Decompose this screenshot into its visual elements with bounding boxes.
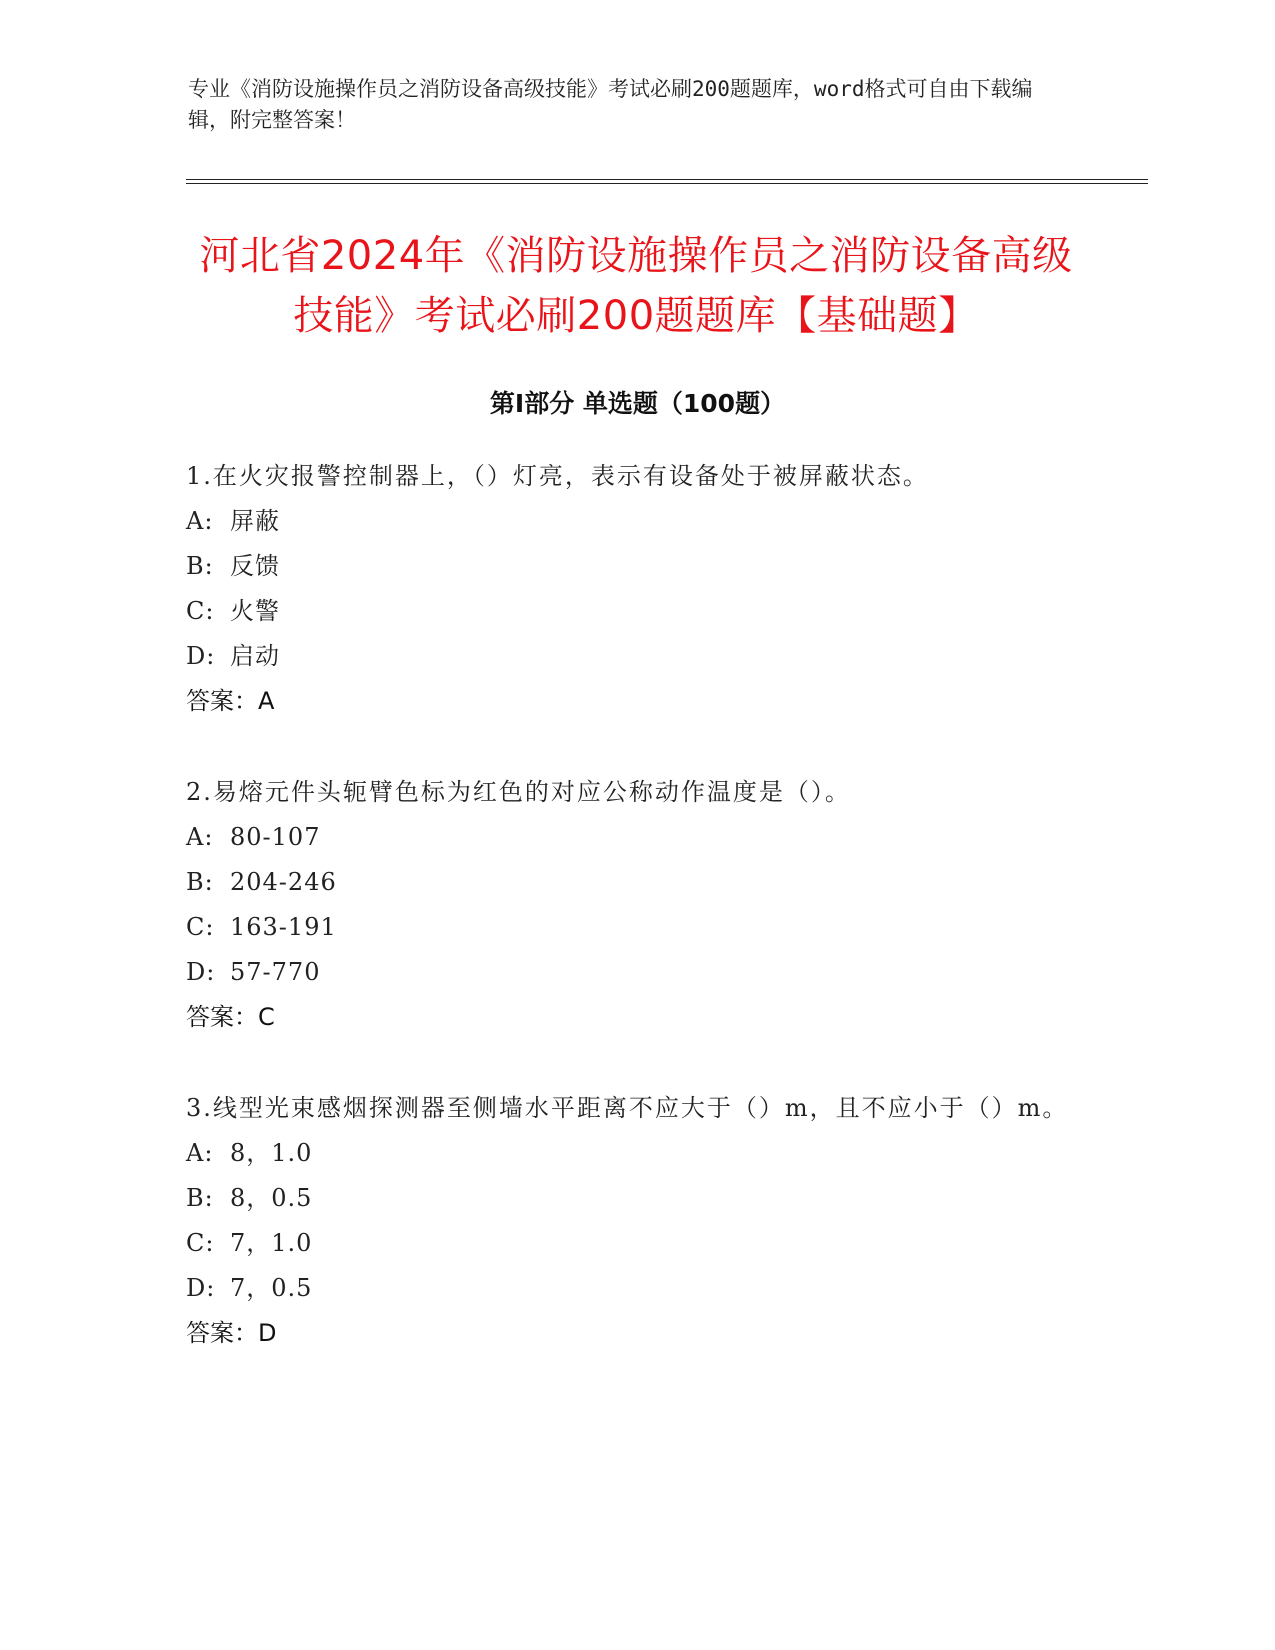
answer-line: 答案：A	[186, 687, 275, 715]
option-key: D:	[186, 642, 216, 670]
answer-line: 答案：D	[186, 1319, 277, 1347]
document-title: 河北省2024年《消防设施操作员之消防设备高级技能》考试必刷200题题库【基础题】	[199, 233, 1073, 339]
option-b	[186, 860, 1086, 905]
option-d	[186, 950, 1086, 995]
option-c	[186, 1221, 1086, 1266]
option-key: A:	[186, 1139, 214, 1167]
option-text: 80-107	[230, 823, 321, 851]
option-key: B:	[186, 1184, 214, 1212]
option-key: A:	[186, 823, 214, 851]
option-text: 火警	[230, 597, 280, 625]
option-text: 启动	[230, 642, 280, 670]
question-1	[186, 454, 1086, 724]
question-3	[186, 1086, 1086, 1356]
option-d	[186, 1266, 1086, 1311]
option-a	[186, 499, 1086, 544]
answer-line: 答案：C	[186, 1003, 275, 1031]
option-text: 8，0.5	[230, 1184, 313, 1212]
option-key: A:	[186, 507, 214, 535]
option-d	[186, 634, 1086, 679]
option-c	[186, 589, 1086, 634]
option-c	[186, 905, 1086, 950]
option-key: B:	[186, 868, 214, 896]
question-stem: 3.线型光束感烟探测器至侧墙水平距离不应大于（）m，且不应小于（）m。	[186, 1094, 1069, 1122]
section-heading: 第I部分 单选题（100题）	[489, 389, 786, 418]
option-text: 163-191	[230, 913, 337, 941]
option-key: B:	[186, 552, 214, 580]
question-stem: 2.易熔元件头轭臂色标为红色的对应公称动作温度是（）。	[186, 778, 851, 806]
option-text: 8，1.0	[230, 1139, 313, 1167]
option-a	[186, 1131, 1086, 1176]
option-b	[186, 544, 1086, 589]
option-key: C:	[186, 913, 215, 941]
option-text: 反馈	[230, 552, 280, 580]
option-text: 57-770	[230, 958, 321, 986]
option-text: 屏蔽	[230, 507, 280, 535]
option-text: 7，1.0	[230, 1229, 313, 1257]
option-text: 7，0.5	[230, 1274, 313, 1302]
option-b	[186, 1176, 1086, 1221]
option-key: C:	[186, 597, 215, 625]
option-text: 204-246	[230, 868, 337, 896]
header-note: 专业《消防设施操作员之消防设备高级技能》考试必刷200题题库，word格式可自由下载编辑，附完整答案！	[188, 77, 1033, 132]
option-key: D:	[186, 1274, 216, 1302]
option-a	[186, 815, 1086, 860]
option-key: D:	[186, 958, 216, 986]
question-stem: 1.在火灾报警控制器上，（）灯亮，表示有设备处于被屏蔽状态。	[186, 462, 929, 490]
option-key: C:	[186, 1229, 215, 1257]
question-2	[186, 770, 1086, 1040]
header-divider	[186, 179, 1148, 184]
